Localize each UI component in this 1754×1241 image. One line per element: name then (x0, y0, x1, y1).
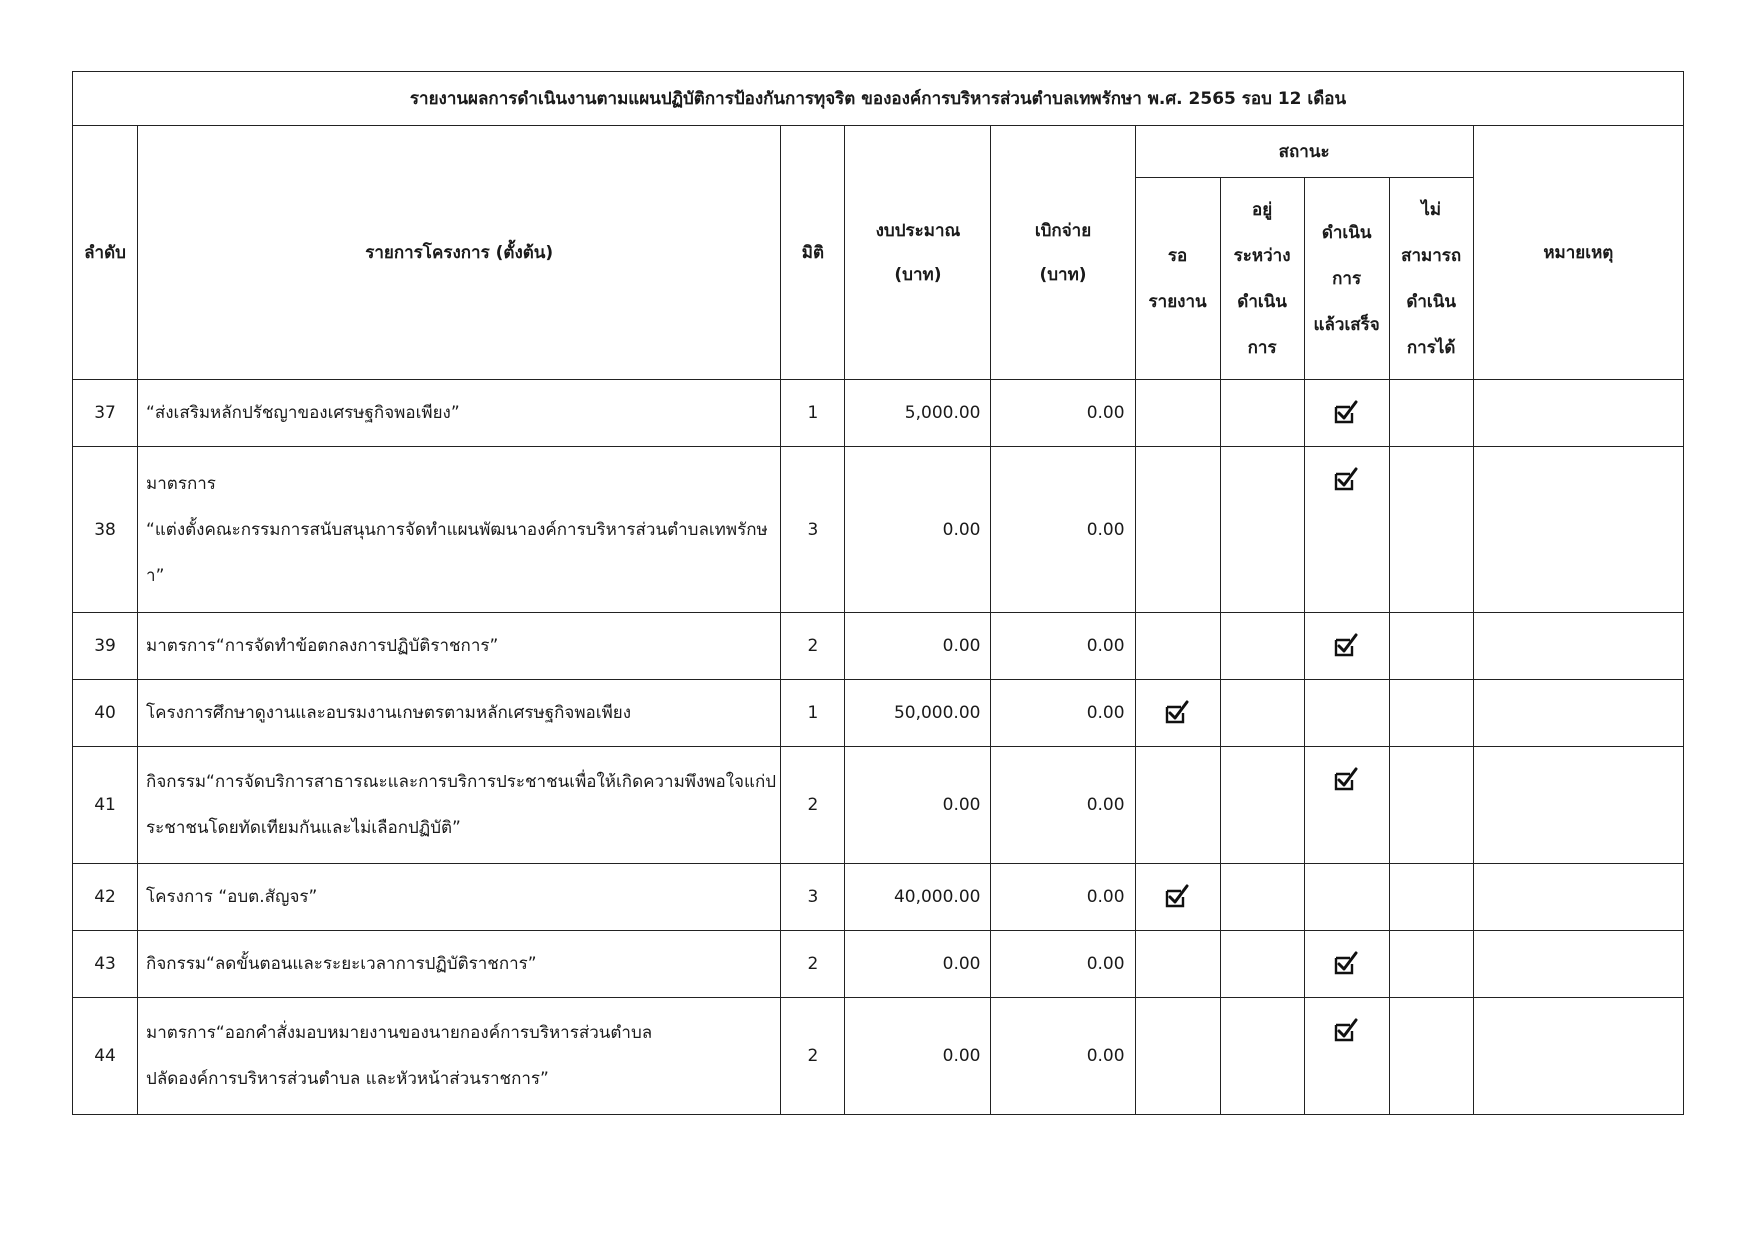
status-waiting-cell (1135, 613, 1220, 680)
row-spent: 0.00 (991, 680, 1135, 747)
status-in-progress-cell (1220, 998, 1304, 1115)
status-waiting-cell (1135, 931, 1220, 998)
row-project: มาตรการ“ออกคำสั่งมอบหมายงานของนายกองค์การบริหารส่วนตำบล ปลัดองค์การบริหารส่วนตำบล และหัวหน้าส่วนราชการ” (138, 998, 781, 1115)
header-status-unable-line: สามารถ (1401, 245, 1462, 266)
header-remark: หมายเหตุ (1473, 126, 1683, 380)
table-row (73, 931, 1684, 998)
checkbox-checked-icon (1334, 400, 1360, 424)
header-spent-label: เบิกจ่าย (1034, 220, 1092, 241)
row-remark (1473, 680, 1683, 747)
row-budget: 0.00 (845, 998, 991, 1115)
header-status: สถานะ (1135, 126, 1473, 178)
row-dimension: 2 (781, 747, 845, 864)
row-project: มาตรการ “แต่งตั้งคณะกรรมการสนับสนุนการจัดทำแผนพัฒนาองค์การบริหารส่วนตำบลเทพรักษ า” (138, 447, 781, 613)
status-waiting-cell (1135, 380, 1220, 447)
header-status-in-progress (1220, 178, 1304, 380)
header-budget (845, 126, 991, 380)
status-done-cell (1304, 680, 1389, 747)
status-unable-cell (1389, 680, 1473, 747)
row-dimension: 2 (781, 613, 845, 680)
row-no: 43 (73, 931, 138, 998)
header-status-done-line: การ (1332, 268, 1362, 289)
header-status-unable (1389, 178, 1473, 380)
checkbox-checked-icon (1334, 767, 1360, 791)
status-done-cell (1304, 380, 1389, 447)
header-status-in-progress-line: ระหว่าง (1233, 245, 1291, 266)
row-spent: 0.00 (991, 447, 1135, 613)
status-in-progress-cell (1220, 613, 1304, 680)
row-spent: 0.00 (991, 931, 1135, 998)
row-project: โครงการ “อบต.สัญจร” (138, 864, 781, 931)
header-status-in-progress-line: การ (1247, 337, 1277, 358)
row-budget: 0.00 (845, 747, 991, 864)
row-spent: 0.00 (991, 864, 1135, 931)
header-status-waiting-line: รายงาน (1148, 291, 1207, 312)
row-budget: 50,000.00 (845, 680, 991, 747)
header-status-waiting (1135, 178, 1220, 380)
status-done-cell (1304, 747, 1389, 864)
table-row (73, 613, 1684, 680)
report-table (72, 71, 1684, 1115)
table-row (73, 680, 1684, 747)
row-spent: 0.00 (991, 747, 1135, 864)
row-budget: 0.00 (845, 931, 991, 998)
checkbox-checked-icon (1334, 467, 1360, 491)
header-status-unable-line: ดำเนิน (1406, 291, 1456, 312)
row-dimension: 1 (781, 380, 845, 447)
status-done-cell (1304, 613, 1389, 680)
row-remark (1473, 931, 1683, 998)
checkbox-checked-icon (1334, 633, 1360, 657)
row-remark (1473, 380, 1683, 447)
header-no: ลำดับ (73, 126, 138, 380)
row-project: กิจกรรม“การจัดบริการสาธารณะและการบริการประชาชนเพื่อให้เกิดความพึงพอใจแก่ป ระชาชนโดยทัดเทียมกันและไม่เลือกปฏิบัติ” (138, 747, 781, 864)
row-remark (1473, 747, 1683, 864)
row-budget: 0.00 (845, 447, 991, 613)
status-waiting-cell (1135, 680, 1220, 747)
header-status-done-line: ดำเนิน (1321, 222, 1372, 243)
header-status-unable-line: การได้ (1406, 337, 1456, 358)
row-budget: 5,000.00 (845, 380, 991, 447)
row-spent: 0.00 (991, 380, 1135, 447)
header-status-done (1304, 178, 1389, 380)
row-dimension: 1 (781, 680, 845, 747)
row-budget: 40,000.00 (845, 864, 991, 931)
status-unable-cell (1389, 380, 1473, 447)
status-unable-cell (1389, 864, 1473, 931)
status-unable-cell (1389, 747, 1473, 864)
header-dimension: มิติ (781, 126, 845, 380)
header-spent-unit: (บาท) (1039, 264, 1087, 285)
row-no: 39 (73, 613, 138, 680)
status-in-progress-cell (1220, 380, 1304, 447)
row-spent: 0.00 (991, 998, 1135, 1115)
status-unable-cell (1389, 613, 1473, 680)
row-no: 40 (73, 680, 138, 747)
row-dimension: 3 (781, 447, 845, 613)
status-in-progress-cell (1220, 680, 1304, 747)
status-in-progress-cell (1220, 931, 1304, 998)
status-waiting-cell (1135, 447, 1220, 613)
header-status-waiting-line: รอ (1167, 245, 1188, 266)
row-no: 41 (73, 747, 138, 864)
header-status-in-progress-line: ดำเนิน (1237, 291, 1287, 312)
header-budget-label: งบประมาณ (875, 220, 961, 241)
row-project: มาตรการ“การจัดทำข้อตกลงการปฏิบัติราชการ” (138, 613, 781, 680)
table-row (73, 747, 1684, 864)
row-spent: 0.00 (991, 613, 1135, 680)
checkbox-checked-icon (1334, 1018, 1360, 1042)
row-project: โครงการศึกษาดูงานและอบรมงานเกษตรตามหลักเศรษฐกิจพอเพียง (138, 680, 781, 747)
row-remark (1473, 864, 1683, 931)
table-row (73, 447, 1684, 613)
status-waiting-cell (1135, 998, 1220, 1115)
header-status-in-progress-line: อยู่ (1252, 199, 1273, 220)
status-unable-cell (1389, 931, 1473, 998)
row-remark (1473, 613, 1683, 680)
row-remark (1473, 447, 1683, 613)
status-unable-cell (1389, 447, 1473, 613)
report-title: รายงานผลการดำเนินงานตามแผนปฏิบัติการป้องกันการทุจริต ขององค์การบริหารส่วนตำบลเทพรักษา พ.ศ. 2565 รอบ 12 เดือน (73, 72, 1684, 126)
row-dimension: 2 (781, 998, 845, 1115)
status-done-cell (1304, 998, 1389, 1115)
header-spent (991, 126, 1135, 380)
status-done-cell (1304, 931, 1389, 998)
status-in-progress-cell (1220, 747, 1304, 864)
status-unable-cell (1389, 998, 1473, 1115)
status-in-progress-cell (1220, 447, 1304, 613)
checkbox-checked-icon (1334, 951, 1360, 975)
table-row (73, 380, 1684, 447)
status-done-cell (1304, 864, 1389, 931)
row-no: 38 (73, 447, 138, 613)
row-no: 42 (73, 864, 138, 931)
status-waiting-cell (1135, 864, 1220, 931)
header-status-unable-line: ไม่ (1421, 199, 1442, 220)
status-waiting-cell (1135, 747, 1220, 864)
header-budget-unit: (บาท) (894, 264, 942, 285)
row-dimension: 2 (781, 931, 845, 998)
checkbox-checked-icon (1165, 700, 1191, 724)
row-no: 44 (73, 998, 138, 1115)
row-project: กิจกรรม“ลดขั้นตอนและระยะเวลาการปฏิบัติราชการ” (138, 931, 781, 998)
checkbox-checked-icon (1165, 884, 1191, 908)
status-done-cell (1304, 447, 1389, 613)
row-budget: 0.00 (845, 613, 991, 680)
row-project: “ส่งเสริมหลักปรัชญาของเศรษฐกิจพอเพียง” (138, 380, 781, 447)
row-no: 37 (73, 380, 138, 447)
table-row (73, 998, 1684, 1115)
header-status-done-line: แล้วเสร็จ (1313, 314, 1380, 335)
status-in-progress-cell (1220, 864, 1304, 931)
row-remark (1473, 998, 1683, 1115)
row-dimension: 3 (781, 864, 845, 931)
table-row (73, 864, 1684, 931)
header-project: รายการโครงการ (ตั้งต้น) (138, 126, 781, 380)
